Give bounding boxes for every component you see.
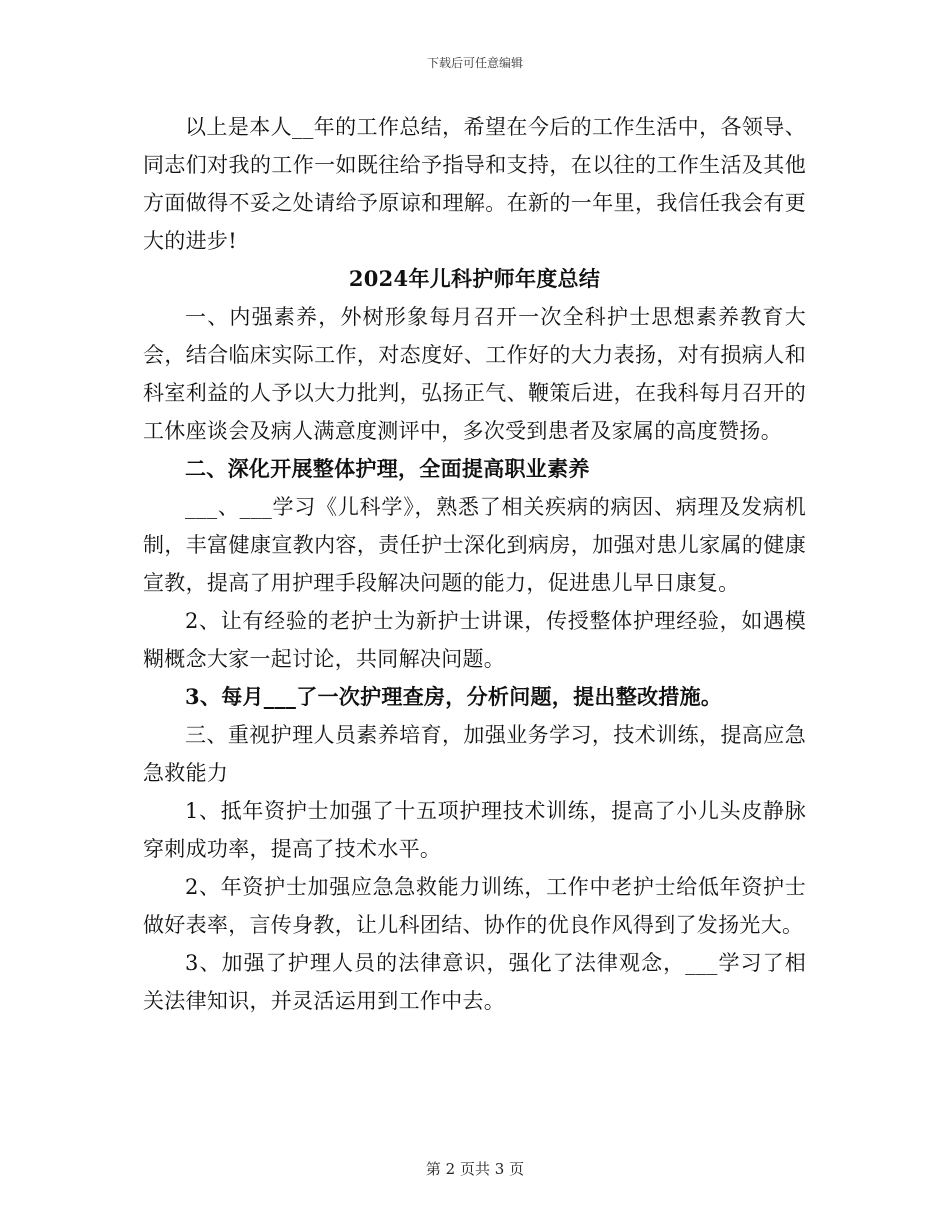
- document-body: [143, 108, 806, 1020]
- paragraph-9: 3、加强了护理人员的法律意识，强化了法律观念，___学习了相关法律知识，并灵活运用到工作中去。: [143, 951, 806, 1013]
- paragraph-8: 2、年资护士加强应急急救能力训练，工作中老护士给低年资护士做好表率，言传身教，让儿科团结、协作的优良作风得到了发扬光大。: [143, 875, 806, 937]
- paragraph-1: 一、内强素养，外树形象每月召开一次全科护士思想素养教育大会，结合临床实际工作，对态度好、工作好的大力表扬，对有损病人和科室利益的人予以大力批判，弘扬正气、鞭策后进，在我科每月召开的工休座谈会及病人满意度测评中，多次受到患者及家属的高度赞扬。: [143, 305, 806, 443]
- section-heading-2: 二、深化开展整体护理，全面提高职业素养: [185, 456, 590, 481]
- section-heading-3: 三、重视护理人员素养培育，加强业务学习，技术训练，提高应急急救能力: [143, 723, 806, 785]
- document-title: 2024年儿科护师年度总结: [348, 266, 601, 291]
- intro-paragraph: 以上是本人__年的工作总结，希望在今后的工作生活中，各领导、同志们对我的工作一如既往给予指导和支持，在以往的工作生活及其他方面做得不妥之处请给予原谅和理解。在新的一年里，我信任我会有更大的进步!: [143, 115, 806, 253]
- page-header-note: 下载后可任意编辑: [426, 56, 523, 70]
- paragraph-3: ___、___学习《儿科学》，熟悉了相关疾病的病因、病理及发病机制，丰富健康宣教内容，责任护士深化到病房，加强对患儿家属的健康宣教，提高了用护理手段解决问题的能力，促进患儿早日康复。: [143, 495, 806, 595]
- paragraph-7: 1、抵年资护士加强了十五项护理技术训练，提高了小儿头皮静脉穿刺成功率，提高了技术水平。: [143, 799, 806, 861]
- section-heading-5: 3、每月___了一次护理查房，分析问题，提出整改措施。: [185, 684, 723, 709]
- page-number: 第 2 页共 3 页: [425, 1160, 525, 1178]
- paragraph-4: 2、让有经验的老护士为新护士讲课，传授整体护理经验，如遇模糊概念大家一起讨论，共同解决问题。: [143, 609, 806, 671]
